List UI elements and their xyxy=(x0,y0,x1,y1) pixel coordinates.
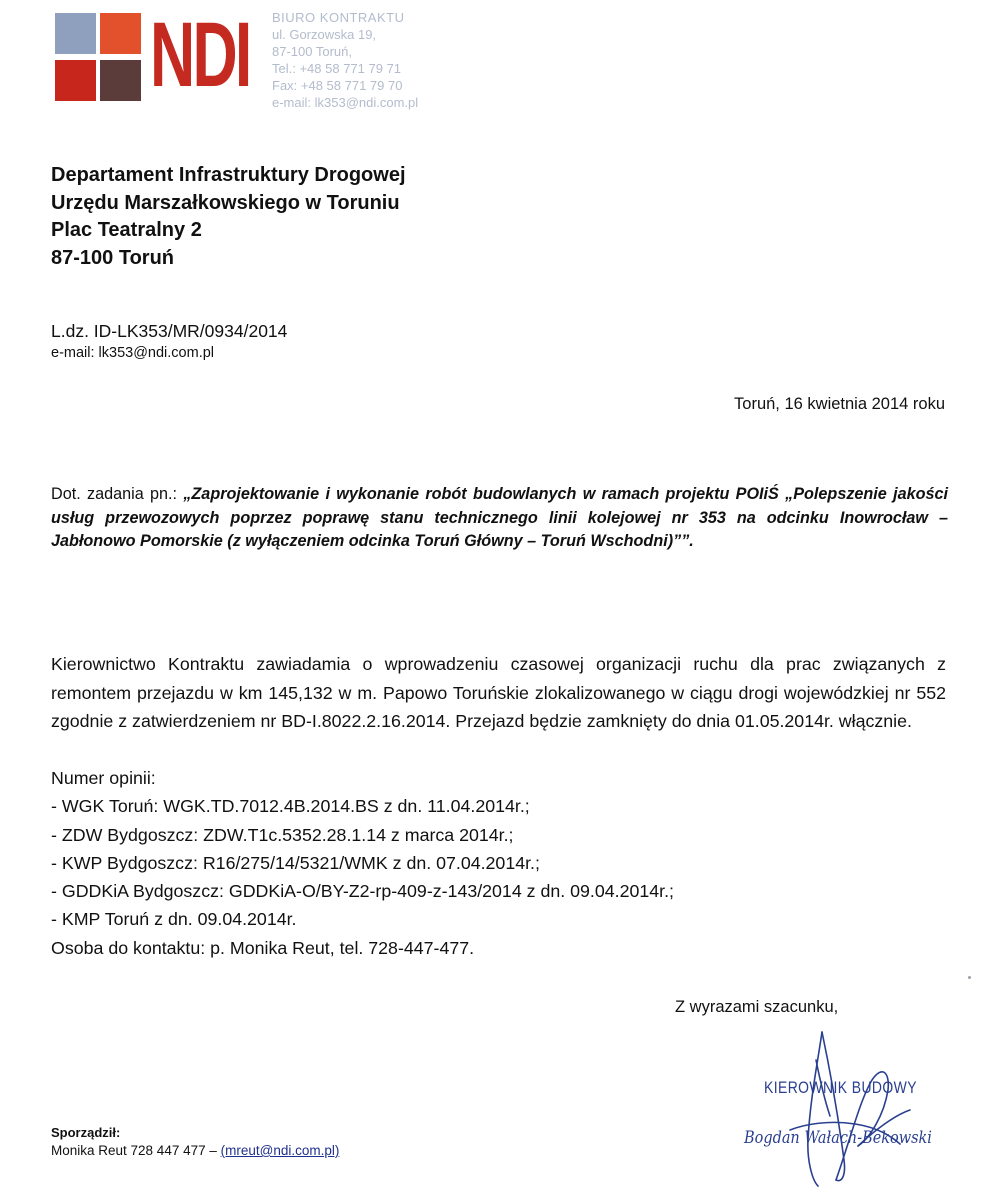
recipient-line: 87-100 Toruń xyxy=(51,246,174,269)
office-line: e-mail: lk353@ndi.com.pl xyxy=(272,95,419,110)
body-paragraph: Kierownictwo Kontraktu zawiadamia o wprowadzeniu czasowej organizacji ruchu dla prac związanych z remontem przejazdu w km 145,132 w m. Papowo Toruńskie zlokalizowanego w ciągu drogi wojewódzkiej nr 552 zgodnie z zatwierdzeniem nr BD-I.8022.2.16.2014. Przejazd będzie zamknięty do dnia 01.05.2014r. włącznie. xyxy=(51,654,946,731)
opinion-item: - WGK Toruń: WGK.TD.7012.4B.2014.BS z dn. 11.04.2014r.; xyxy=(51,796,530,817)
stamp-title: KIEROWNIK BUDOWY xyxy=(764,1078,917,1097)
logo-square-top-right xyxy=(100,13,141,54)
reference-number: L.dz. ID-LK353/MR/0934/2014 xyxy=(51,321,288,341)
office-line: Tel.: +48 58 771 79 71 xyxy=(272,61,402,76)
opinion-item: - KMP Toruń z dn. 09.04.2014r. xyxy=(51,909,297,930)
opinions-heading: Numer opinii: xyxy=(51,768,156,788)
subject-lead: Dot. zadania pn.: xyxy=(51,485,178,503)
company-logo-text: NDI xyxy=(150,4,250,106)
handwritten-signature xyxy=(760,1020,920,1188)
prepared-by-name: Monika Reut 728 447 477 – xyxy=(51,1143,221,1158)
reference-email: e-mail: lk353@ndi.com.pl xyxy=(51,345,215,361)
prepared-by-email-link[interactable]: (mreut@ndi.com.pl) xyxy=(220,1143,340,1158)
recipient-address xyxy=(51,162,406,272)
place-and-date: Toruń, 16 kwietnia 2014 roku xyxy=(734,395,945,413)
office-address-block xyxy=(272,9,418,111)
opinion-item: - KWP Bydgoszcz: R16/275/14/5321/WMK z dn. 07.04.2014r.; xyxy=(51,852,540,873)
closing-salutation: Z wyrazami szacunku, xyxy=(675,998,839,1016)
logo-square-top-left xyxy=(55,13,96,54)
subject-title: „Zaprojektowanie i wykonanie robót budowlanych w ramach projektu POIiŚ „Polepszenie jakości usług przewozowych poprzez poprawę stanu technicznego linii kolejowej nr 353 na odcinku Inowrocław – Jabłonowo Pomorskie (z wyłączeniem odcinka Toruń Główny – Toruń Wschodni)””. xyxy=(51,485,949,550)
opinion-item: - GDDKiA Bydgoszcz: GDDKiA-O/BY-Z2-rp-409-z-143/2014 z dn. 09.04.2014r.; xyxy=(51,881,674,902)
logo-square-bottom-left xyxy=(55,60,96,101)
logo-square-bottom-right xyxy=(100,60,141,101)
prepared-by-line xyxy=(51,1143,339,1158)
recipient-line: Urzędu Marszałkowskiego w Toruniu xyxy=(51,191,400,214)
office-line: 87-100 Toruń, xyxy=(272,44,352,59)
recipient-line: Plac Teatralny 2 xyxy=(51,219,202,241)
opinions-list xyxy=(51,764,674,962)
scan-dot xyxy=(968,976,971,979)
contact-person: Osoba do kontaktu: p. Monika Reut, tel. 728-447-477. xyxy=(51,937,475,958)
recipient-line: Departament Infrastruktury Drogowej xyxy=(51,164,406,186)
office-line: BIURO KONTRAKTU xyxy=(272,10,405,25)
company-logo-mark xyxy=(55,13,141,101)
stamp-name: Bogdan Wałach-Bekowski xyxy=(744,1128,932,1148)
office-line: Fax: +48 58 771 79 70 xyxy=(272,78,403,93)
subject-line xyxy=(51,483,948,554)
opinion-item: - ZDW Bydgoszcz: ZDW.T1c.5352.28.1.14 z marca 2014r.; xyxy=(51,824,514,845)
prepared-by-label: Sporządził: xyxy=(51,1125,121,1140)
office-line: ul. Gorzowska 19, xyxy=(272,27,377,42)
